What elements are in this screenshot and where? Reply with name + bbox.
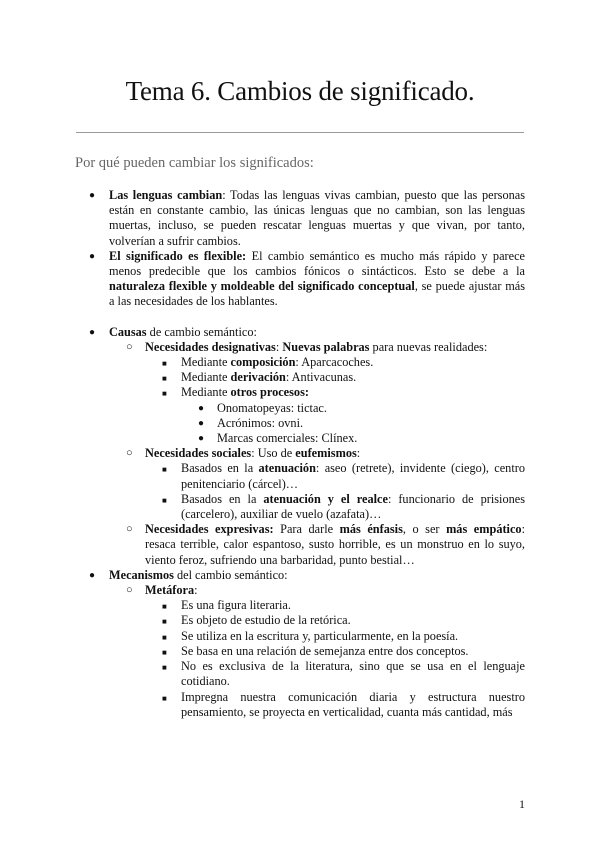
square-bullet-icon: ■ [162,359,167,369]
bold-text: atenuación [258,461,316,476]
text: : funcionario de prisiones (carcelero), auxiliar de vuelo (azafata)… [181,491,525,522]
list-item [75,431,525,446]
list-item [75,385,525,400]
text: Mediante [181,385,231,400]
bold-text: Nuevas palabras [282,339,370,354]
bold-text: Necesidades sociales [145,446,252,461]
square-bullet-icon: ■ [162,647,167,657]
section-heading: Por qué pueden cambiar los significados: [75,155,314,171]
bullet-icon: ● [89,569,96,581]
list-item [75,340,525,355]
bullet-icon: ● [198,417,205,429]
square-bullet-icon: ■ [162,374,167,384]
list-item [75,492,525,522]
text: : Todas las lenguas vivas cambian, puesto que las personas están en constante cambio, las únicas lenguas que no cambian, son las lenguas muertas, incluso, se pueden rescatar lenguas muertas y que vivan, por tanto, volverían a sufrir cambios. [109,188,526,248]
bold-text: Mecanismos [109,567,174,582]
bold-text: Necesidades expresivas: [145,522,274,537]
text: : aseo (retrete), invidente (ciego), centro penitenciario (cárcel)… [181,461,525,491]
square-bullet-icon: ■ [162,632,167,642]
text: El cambio semántico es mucho más rápido y parece menos predecible que los cambios fónicos o sintácticos. Esto se debe a la [109,248,525,279]
text: Es una figura literaria. [181,598,291,613]
square-bullet-icon: ■ [162,602,167,612]
text: : Uso de [251,446,296,461]
list-item [75,249,525,310]
bold-text: eufemismos [295,446,357,461]
list-item [75,613,525,628]
list-item [75,644,525,659]
bold-text: Necesidades designativas [145,339,276,354]
text: , o ser [402,522,447,537]
text: Basados en la [181,491,264,506]
square-bullet-icon: ■ [162,495,167,505]
square-bullet-icon: ■ [162,617,167,627]
square-bullet-icon: ■ [162,389,167,399]
circle-bullet-icon: ○ [126,523,133,536]
text: : Aparcacoches. [295,355,374,370]
square-bullet-icon: ■ [162,465,167,475]
list-item [75,325,525,340]
text: para nuevas realidades: [369,339,488,354]
list-item [75,416,525,431]
list-item [75,355,525,370]
page-number: 1 [519,797,525,811]
text: de cambio semántico: [146,324,257,339]
text: : Antivacunas. [285,370,357,385]
text: Es objeto de estudio de la retórica. [181,613,351,628]
text: , se puede ajustar más a las necesidades de los hablantes. [109,279,525,309]
text: : [194,583,198,598]
bullet-icon: ● [89,190,96,201]
bold-text: más empático [446,522,522,537]
bold-text: más énfasis [339,522,403,537]
list-item [75,401,525,416]
bold-text: naturaleza flexible y moldeable del significado conceptual [109,279,415,294]
list-item [75,629,525,644]
text: No es exclusiva de la literatura, sino que se usa en el lenguaje cotidiano. [181,659,525,689]
bullet-icon: ● [198,402,205,414]
bold-text: Las lenguas cambian [109,188,223,202]
bullet-icon: ● [198,433,205,445]
bullet-icon: ● [89,326,96,338]
list-item [75,370,525,385]
text: Impregna nuestra comunicación diaria y estructura nuestro pensamiento, se proyecta en verticalidad, cuanta más cantidad, más [181,689,525,719]
divider [76,132,524,133]
circle-bullet-icon: ○ [126,447,133,460]
list-item [75,598,525,613]
list-item [75,446,525,461]
text: Onomatopeyas: tictac. [217,400,327,415]
text: Mediante [181,370,231,385]
list-item [75,188,525,249]
bold-text: El significado es flexible: [109,248,247,263]
square-bullet-icon: ■ [162,693,167,703]
text: : [356,446,361,461]
bold-text: composición [230,355,296,370]
square-bullet-icon: ■ [162,663,167,673]
bold-text: derivación [230,370,286,385]
list-item [75,690,525,720]
text: Marcas comerciales: Clínex. [217,431,358,446]
circle-bullet-icon: ○ [126,340,133,353]
text: del cambio semántico: [173,567,288,582]
text: Para darle [273,522,340,537]
text: : [275,339,283,354]
list-item [75,568,525,583]
list-item [75,522,525,568]
bold-text: otros procesos: [230,385,309,400]
bold-text: Causas [109,324,147,339]
bold-text: Metáfora [145,583,195,598]
text: Basados en la [181,461,259,476]
bold-text: atenuación y el realce [263,491,388,506]
text: Se utiliza en la escritura y, particularmente, en la poesía. [181,628,459,643]
bullet-icon: ● [89,250,96,262]
circle-bullet-icon: ○ [126,584,133,597]
text: Acrónimos: ovni. [217,415,304,430]
text: Mediante [181,355,231,370]
list-item [75,583,525,598]
page-title: Tema 6. Cambios de significado. [125,76,475,106]
list-item [75,461,525,491]
text: : resaca terrible, calor espantoso, susto horrible, es un monstruo en lo suyo, viento feroz, sufriendo una barbaridad, punto bestial… [145,522,526,567]
document-body [75,188,525,720]
list-item [75,659,525,689]
text: Se basa en una relación de semejanza entre dos conceptos. [181,643,469,658]
